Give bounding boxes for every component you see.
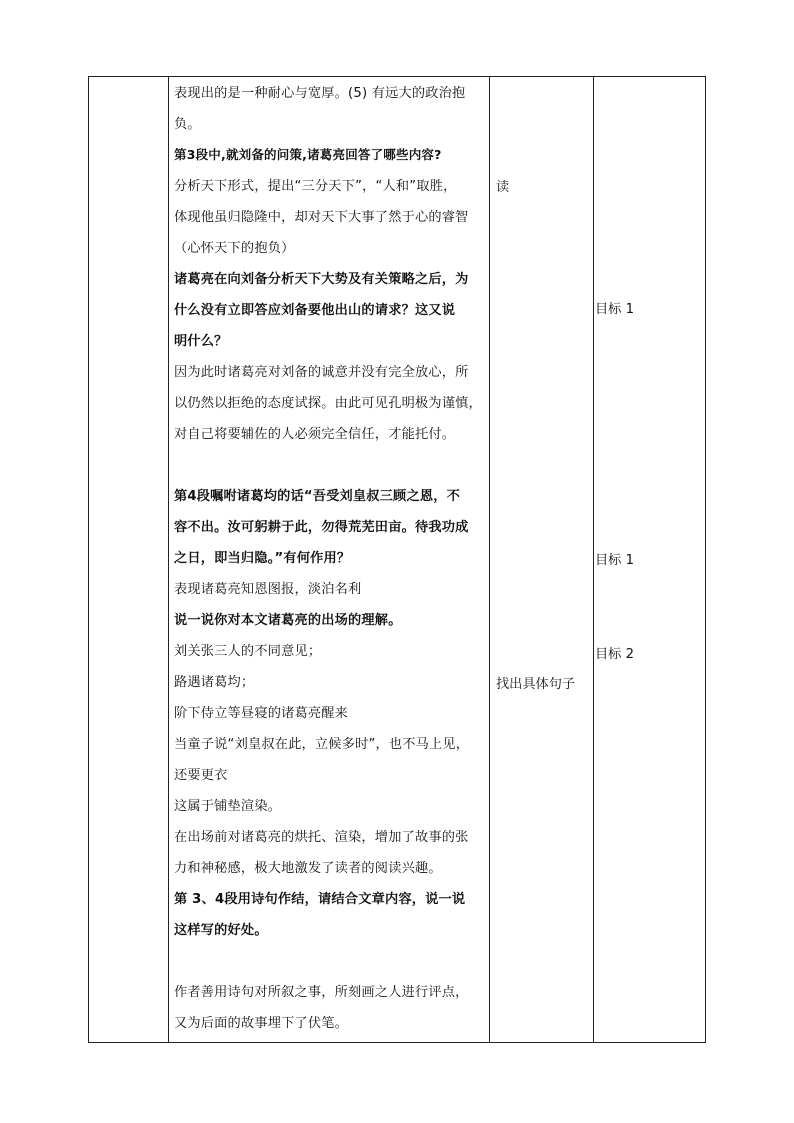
question-line: 第3段中,就刘备的问策,诸葛亮回答了哪些内容? — [174, 147, 442, 162]
content-line: 负。 — [174, 117, 201, 132]
content-line: 表现诸葛亮知恩图报，淡泊名利 — [174, 582, 362, 597]
content-line: 因为此时诸葛亮对刘备的诚意并没有完全放心，所 — [174, 365, 469, 380]
content-line: 力和神秘感，极大地激发了读者的阅读兴趣。 — [174, 861, 442, 876]
content-line: 表现出的是一种耐心与宽厚。(5) 有远大的政治抱 — [174, 86, 466, 101]
content-line: 又为后面的故事埋下了伏笔。 — [174, 1016, 349, 1031]
column-divider — [593, 77, 594, 1042]
content-line: 作者善用诗句对所叙之事，所刻画之人进行评点， — [174, 985, 469, 1000]
activity-find-sentences: 找出具体句子 — [496, 677, 576, 692]
question-line: 第4段嘱咐诸葛均的话“吾受刘皇叔三顾之恩，不 — [174, 489, 460, 504]
content-line: 还要更衣 — [174, 768, 228, 783]
content-line: （心怀天下的抱负） — [174, 241, 295, 256]
column-divider — [489, 77, 490, 1042]
question-line: 诸葛亮在向刘备分析天下大势及有关策略之后，为 — [174, 272, 469, 287]
content-line: 以仍然以拒绝的态度试探。由此可见孔明极为谨慎， — [174, 396, 482, 411]
question-line: 之日，即当归隐。”有何作用？ — [174, 551, 351, 566]
question-line: 容不出。汝可躬耕于此，勿得荒芜田亩。待我功成 — [174, 520, 469, 535]
question-line: 什么没有立即答应刘备要他出山的请求？这又说 — [174, 303, 456, 318]
content-line: 路遇诸葛均； — [174, 675, 255, 690]
goal-label: 目标 1 — [595, 553, 634, 568]
question-line: 第 3、4段用诗句作结，请结合文章内容，说一说 — [174, 892, 466, 907]
question-line: 明什么？ — [174, 334, 228, 349]
question-line: 这样写的好处。 — [174, 923, 268, 938]
content-line: 体现他虽归隐隆中，却对天下大事了然于心的睿智 — [174, 210, 469, 225]
question-line: 说一说你对本文诸葛亮的出场的理解。 — [174, 613, 402, 628]
content-line: 分析天下形式，提出“三分天下”，“人和”取胜， — [174, 179, 457, 194]
activity-read: 读 — [496, 180, 510, 195]
content-line: 刘关张三人的不同意见； — [174, 644, 322, 659]
content-line: 阶下侍立等昼寝的诸葛亮醒来 — [174, 706, 349, 721]
column-divider — [168, 77, 169, 1042]
content-line: 在出场前对诸葛亮的烘托、渲染，增加了故事的张 — [174, 830, 469, 845]
content-line: 这属于铺垫渲染。 — [174, 799, 282, 814]
content-line: 对自己将要辅佐的人必须完全信任，才能托付。 — [174, 427, 456, 442]
goal-label: 目标 1 — [595, 302, 634, 317]
content-line: 当童子说“刘皇叔在此，立候多时”，也不马上见， — [174, 737, 470, 752]
goal-label: 目标 2 — [595, 647, 634, 662]
